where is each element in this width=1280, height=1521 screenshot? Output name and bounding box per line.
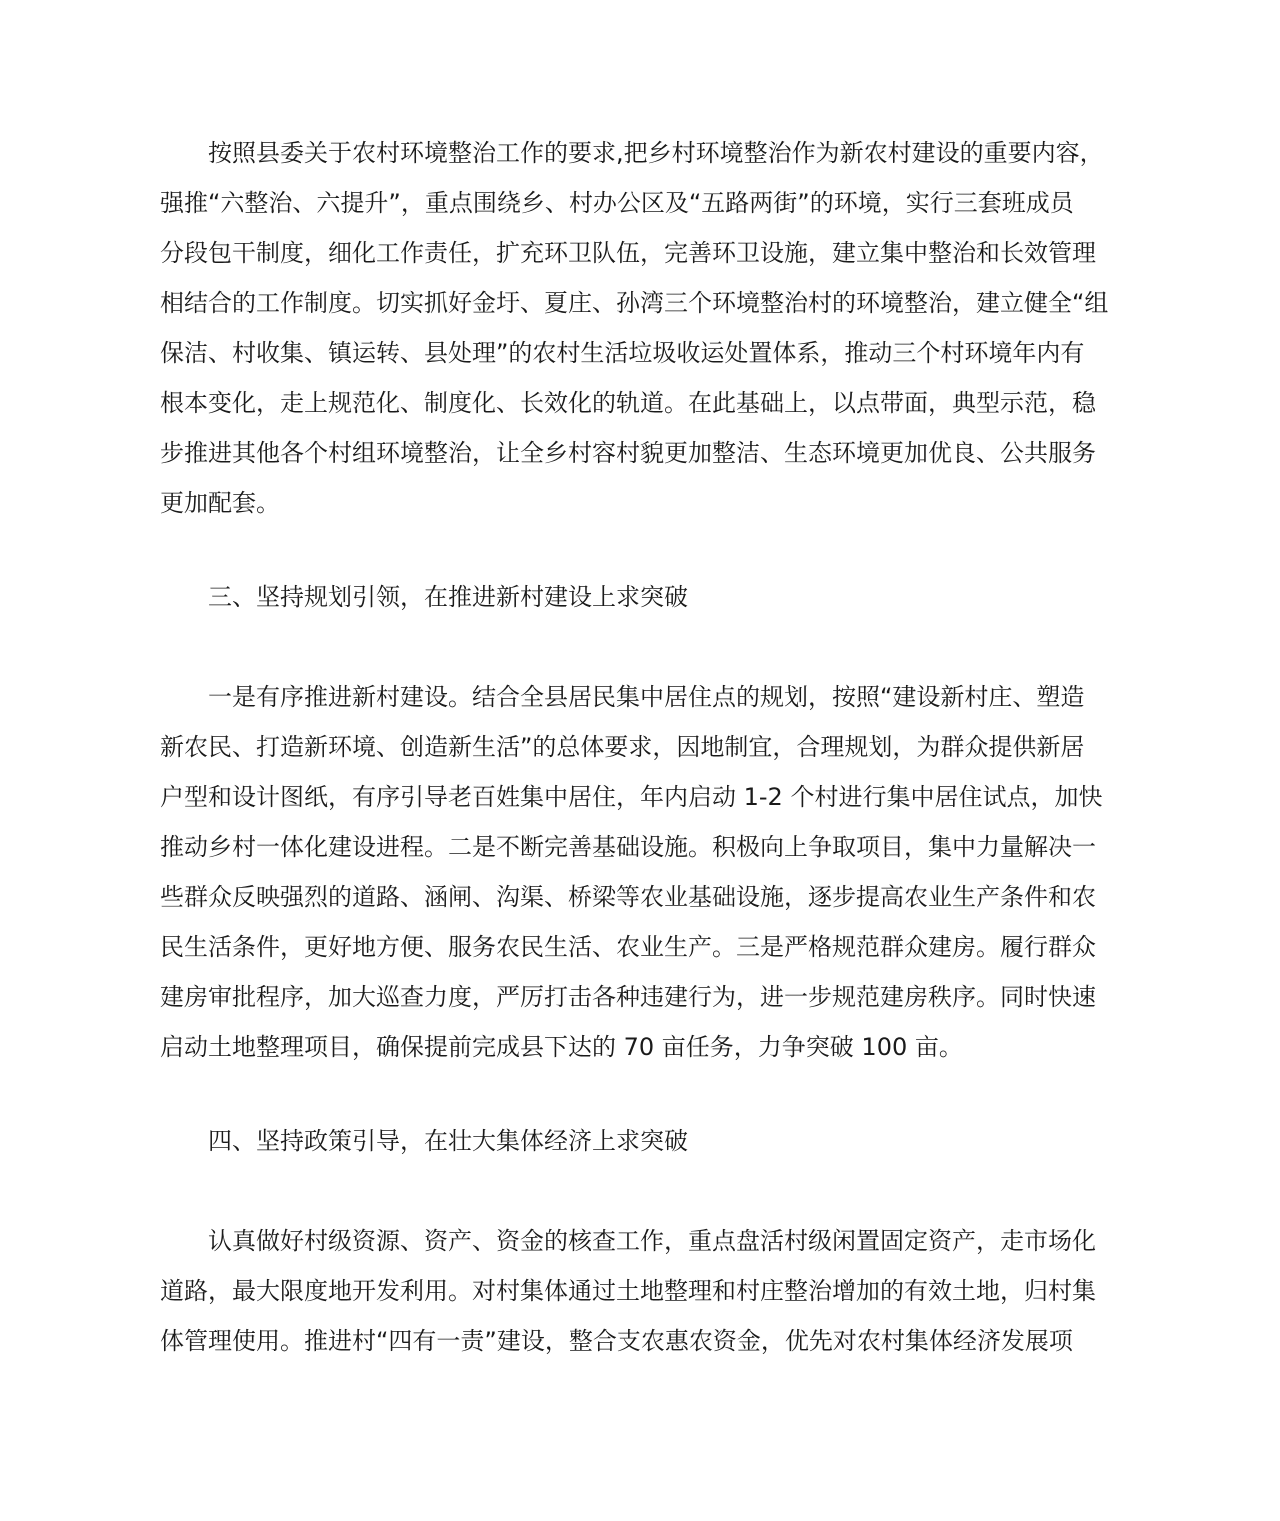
text-line: 保洁、村收集、镇运转、县处理”的农村生活垃圾收运处置体系，推动三个村环境年内有 bbox=[160, 339, 1085, 367]
text-line: 认真做好村级资源、资产、资金的核查工作，重点盘活村级闲置固定资产，走市场化 bbox=[208, 1227, 1096, 1255]
text-line: 相结合的工作制度。切实抓好金圩、夏庄、孙湾三个环境整治村的环境整治，建立健全“组 bbox=[160, 289, 1109, 317]
text-line: 分段包干制度，细化工作责任，扩充环卫队伍，完善环卫设施，建立集中整治和长效管理 bbox=[160, 239, 1096, 267]
paragraph-new-village-construction bbox=[160, 672, 1120, 1072]
text-line: 根本变化，走上规范化、制度化、长效化的轨道。在此基础上，以点带面，典型示范，稳 bbox=[160, 389, 1096, 417]
text-line: 建房审批程序，加大巡查力度，严厉打击各种违建行为，进一步规范建房秩序。同时快速 bbox=[160, 983, 1096, 1011]
section-heading-3-text: 三、坚持规划引领，在推进新村建设上求突破 bbox=[208, 583, 688, 611]
text-line: 新农民、打造新环境、创造新生活”的总体要求，因地制宜，合理规划，为群众提供新居 bbox=[160, 733, 1085, 761]
text-line: 些群众反映强烈的道路、涵闸、沟渠、桥梁等农业基础设施，逐步提高农业生产条件和农 bbox=[160, 883, 1096, 911]
section-heading-4-text: 四、坚持政策引导，在壮大集体经济上求突破 bbox=[208, 1127, 688, 1155]
text-line: 强推“六整治、六提升”，重点围绕乡、村办公区及“五路两街”的环境，实行三套班成员 bbox=[160, 189, 1074, 217]
text-line: 一是有序推进新村建设。结合全县居民集中居住点的规划，按照“建设新村庄、塑造 bbox=[208, 683, 1085, 711]
section-heading-4 bbox=[160, 1116, 1120, 1166]
paragraph-collective-economy bbox=[160, 1216, 1120, 1366]
text-line: 户型和设计图纸，有序引导老百姓集中居住，年内启动 1-2 个村进行集中居住试点，加快 bbox=[160, 783, 1103, 811]
text-line: 更加配套。 bbox=[160, 489, 280, 517]
text-line: 体管理使用。推进村“四有一责”建设，整合支农惠农资金，优先对农村集体经济发展项 bbox=[160, 1327, 1073, 1355]
text-line: 步推进其他各个村组环境整治，让全乡村容村貌更加整洁、生态环境更加优良、公共服务 bbox=[160, 439, 1096, 467]
paragraph-environment-improvement bbox=[160, 128, 1120, 528]
text-line: 道路，最大限度地开发利用。对村集体通过土地整理和村庄整治增加的有效土地，归村集 bbox=[160, 1277, 1096, 1305]
text-line: 民生活条件，更好地方便、服务农民生活、农业生产。三是严格规范群众建房。履行群众 bbox=[160, 933, 1096, 961]
text-line: 启动土地整理项目，确保提前完成县下达的 70 亩任务，力争突破 100 亩。 bbox=[160, 1033, 963, 1061]
section-heading-3 bbox=[160, 572, 1120, 622]
text-line: 按照县委关于农村环境整治工作的要求,把乡村环境整治作为新农村建设的重要内容， bbox=[208, 139, 1104, 167]
text-line: 推动乡村一体化建设进程。二是不断完善基础设施。积极向上争取项目，集中力量解决一 bbox=[160, 833, 1096, 861]
